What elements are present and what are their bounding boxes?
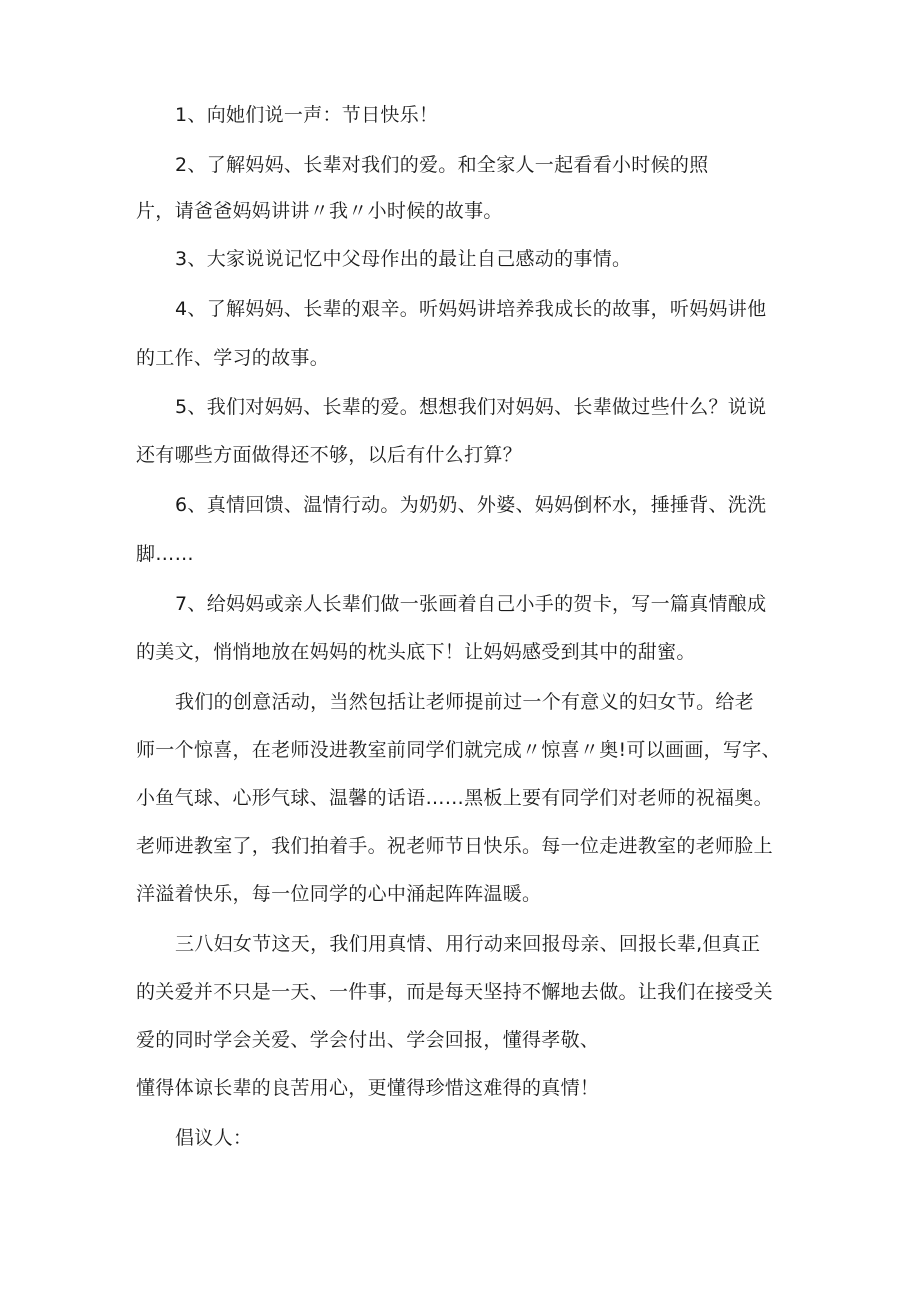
item-5-line-1: 5、我们对妈妈、长辈的爱。想想我们对妈妈、长辈做过些什么？说说 [175, 396, 767, 418]
item-2-line-2: 片，请爸爸妈妈讲讲〃我〃小时候的故事。 [136, 200, 503, 222]
paragraph-creative-line-4: 老师进教室了，我们拍着手。祝老师节日快乐。每一位走进教室的老师脸上 [136, 835, 773, 857]
paragraph-closing-line-4: 懂得体谅长辈的良苦用心，更懂得珍惜这难得的真情！ [136, 1077, 600, 1099]
paragraph-closing-line-2: 的关爱并不只是一天、一件事，而是每天坚持不懈地去做。让我们在接受关 [136, 981, 773, 1003]
paragraph-creative-line-5: 洋溢着快乐，每一位同学的心中涌起阵阵温暖。 [136, 883, 542, 905]
item-2-line-1: 2、了解妈妈、长辈对我们的爱。和全家人一起看看小时候的照 [175, 154, 709, 176]
item-5-line-2: 还有哪些方面做得还不够，以后有什么打算？ [136, 444, 523, 466]
item-4-line-1: 4、了解妈妈、长辈的艰辛。听妈妈讲培养我成长的故事，听妈妈讲他 [175, 298, 767, 320]
item-7-line-1: 7、给妈妈或亲人长辈们做一张画着自己小手的贺卡，写一篇真情酿成 [175, 593, 767, 615]
item-7-line-2: 的美文，悄悄地放在妈妈的枕头底下！让妈妈感受到其中的甜蜜。 [136, 641, 696, 663]
paragraph-closing-line-1: 三八妇女节这天，我们用真情、用行动来回报母亲、回报长辈,但真正 [175, 933, 761, 955]
paragraph-creative-line-2: 师一个惊喜，在老师没进教室前同学们就完成〃惊喜〃奥!可以画画，写字、 [136, 739, 781, 761]
item-3: 3、大家说说记忆中父母作出的最让自己感动的事情。 [175, 248, 632, 270]
paragraph-creative-line-1: 我们的创意活动，当然包括让老师提前过一个有意义的妇女节。给老 [175, 691, 755, 713]
signature-label: 倡议人： [175, 1127, 253, 1149]
paragraph-closing-line-3: 爱的同时学会关爱、学会付出、学会回报，懂得孝敬、 [136, 1029, 600, 1051]
item-4-line-2: 的工作、学习的故事。 [136, 347, 330, 369]
item-1: 1、向她们说一声：节日快乐！ [175, 104, 439, 126]
item-6-line-2: 脚…… [136, 543, 194, 565]
item-6-line-1: 6、真情回馈、温情行动。为奶奶、外婆、妈妈倒杯水，捶捶背、洗洗 [175, 494, 767, 516]
paragraph-creative-line-3: 小鱼气球、心形气球、温馨的话语……黑板上要有同学们对老师的祝福奥。 [136, 787, 773, 809]
